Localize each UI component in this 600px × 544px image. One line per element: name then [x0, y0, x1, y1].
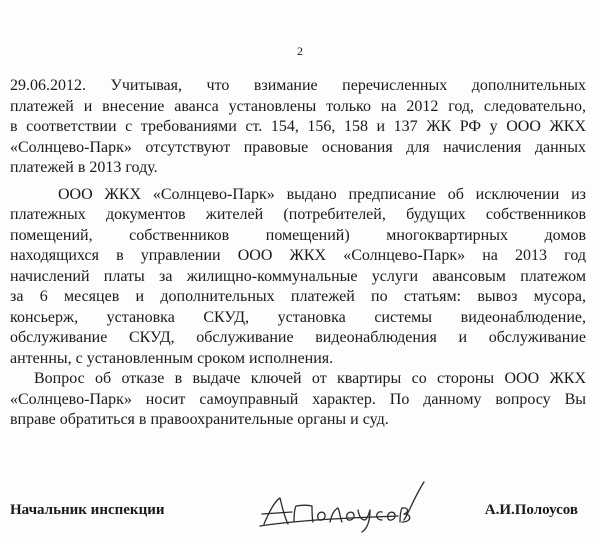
handwritten-signature: [258, 480, 428, 536]
text-line: Вопрос об отказе в выдаче ключей от квартиры со стороны ООО ЖКХ: [34, 370, 586, 387]
paragraph-3: [10, 369, 586, 431]
page-number: 2: [297, 44, 303, 58]
text-line: платежей в 2013 году.: [10, 159, 158, 176]
paragraph-2: [10, 185, 586, 370]
paragraph-1: [10, 76, 586, 179]
text-line: ООО ЖКХ «Солнцево-Парк» выдано предписание об исключении из: [58, 185, 586, 203]
signature-block: [10, 492, 586, 532]
text-line: антенны, с установленным сроком исполнения.: [10, 349, 334, 367]
text-line: платежных документов жителей (потребителей, будущих собственников: [10, 206, 586, 223]
signatory-title: Начальник инспекции: [10, 502, 165, 518]
text-line: 29.06.2012. Учитывая, что взимание перечисленных дополнительных: [10, 77, 586, 94]
text-line: обслуживание СКУД, обслуживание видеонаблюдения и обслуживание: [10, 329, 586, 346]
text-line: помещений, собственников помещений) многоквартирных домов: [10, 226, 586, 244]
text-line: находящихся в управлении ООО ЖКХ «Солнцево-Парк» на 2013 год: [10, 247, 586, 264]
text-line: вправе обратиться в правоохранительные органы и суд.: [10, 411, 389, 428]
text-line: платежей и внесение аванса установлены только на 2012 год, следовательно,: [10, 97, 586, 115]
signatory-name: А.И.Полоусов: [484, 502, 578, 518]
letter-body: [10, 76, 586, 431]
text-line: за 6 месяцев и дополнительных платежей по статьям: вывоз мусора,: [10, 288, 586, 305]
text-line: консьерж, установка СКУД, установка системы видеонаблюдение,: [10, 308, 586, 326]
text-line: в соответствии с требованиями ст. 154, 156, 158 и 137 ЖК РФ у ООО ЖКХ: [10, 118, 586, 135]
text-line: «Солнцево-Парк» отсутствуют правовые основания для начисления данных: [10, 138, 586, 156]
text-line: начислений платы за жилищно-коммунальные услуги авансовым платежом: [10, 267, 586, 285]
text-line: «Солнцево-Парк» носит самоуправный характер. По данному вопросу Вы: [10, 390, 586, 408]
